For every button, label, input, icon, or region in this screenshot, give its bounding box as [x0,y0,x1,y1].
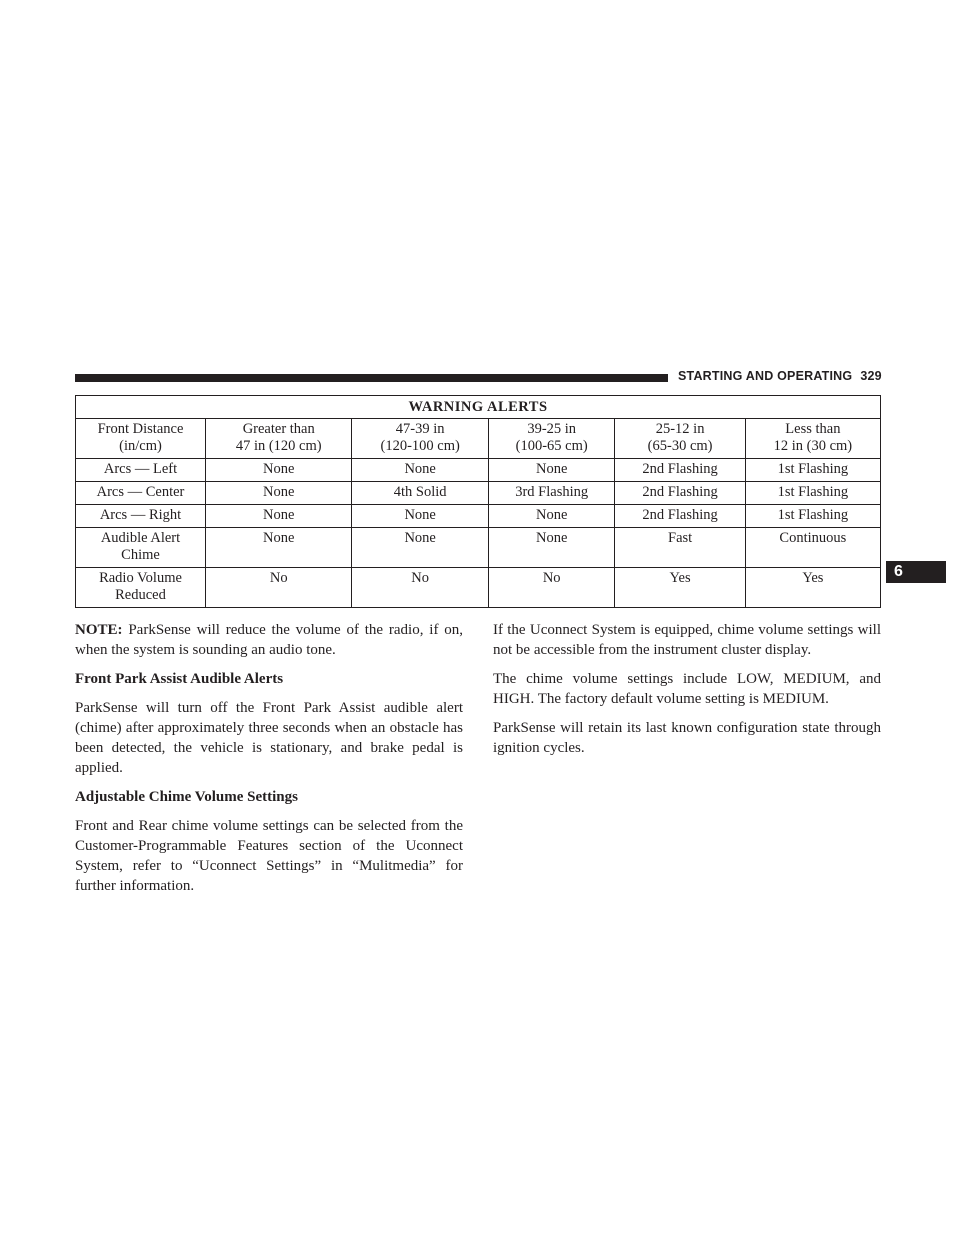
distance-header-cell-line: (65-30 cm) [647,438,713,454]
row-label [76,419,206,459]
row-label-line: Arcs — Center [96,484,185,500]
table-cell: Fast [615,528,745,568]
table-row [76,505,881,528]
distance-header-cell-line: Less than [785,421,841,437]
header-rule [75,374,668,382]
chapter-number: 6 [894,563,903,580]
distance-header-cell [745,419,880,459]
table-row [76,482,881,505]
table-cell: No [206,568,352,608]
table-cell: None [352,505,488,528]
chime-volume-paragraph: Front and Rear chime volume settings can be selected from the Customer-Programmable Features section of the Uconnect System, refer to “Uconnect Settings” in “Mulitmedia” for further information. [75,818,463,894]
table-cell: 1st Flashing [745,482,880,505]
running-header [678,369,882,383]
row-label [76,459,206,482]
table-cell: None [352,528,488,568]
distance-header-cell-line: 47-39 in [395,421,445,437]
retain-config-paragraph: ParkSense will retain its last known configuration state through ignition cycles. [493,720,881,756]
distance-header-cell-line: (120-100 cm) [380,438,460,454]
front-park-assist-heading: Front Park Assist Audible Alerts [75,671,284,687]
table-cell: None [488,459,615,482]
table-cell: Yes [615,568,745,608]
table-cell: None [206,482,352,505]
table-cell: None [206,505,352,528]
row-label [76,528,206,568]
table-row [76,528,881,568]
table-cell: None [206,459,352,482]
distance-header-cell-line: Greater than [242,421,315,437]
row-label-line: Arcs — Right [99,507,182,523]
distance-header-cell-line: 39-25 in [527,421,577,437]
distance-header-cell-line: 47 in (120 cm) [235,438,322,454]
distance-header-cell [352,419,488,459]
row-label [76,505,206,528]
section-title: STARTING AND OPERATING [678,369,853,383]
table-cell: 2nd Flashing [615,505,745,528]
table-title-row [76,396,881,419]
volume-levels-paragraph: The chime volume settings include LOW, MEDIUM, and HIGH. The factory default volume setting is MEDIUM. [493,671,881,707]
table-cell: No [488,568,615,608]
distance-header-cell [615,419,745,459]
distance-header-row [76,419,881,459]
note-text: ParkSense will reduce the volume of the radio, if on, when the system is sounding an audio tone. [75,622,463,658]
table-body [76,419,881,608]
note-label: NOTE: [75,622,123,638]
distance-header-cell-line: 25-12 in [655,421,705,437]
row-label-line: Reduced [115,587,166,603]
row-label-line: Chime [121,547,160,563]
table-cell: 1st Flashing [745,505,880,528]
chapter-tab [886,561,946,583]
table-cell: 1st Flashing [745,459,880,482]
table-cell: 4th Solid [352,482,488,505]
distance-header-cell-line: 12 in (30 cm) [773,438,853,454]
table-cell: 3rd Flashing [488,482,615,505]
table-cell: Yes [745,568,880,608]
table-title: WARNING ALERTS [76,396,881,419]
distance-header-cell-line: (100-65 cm) [515,438,588,454]
note-paragraph [75,620,463,660]
row-label [76,482,206,505]
row-label [76,568,206,608]
chime-volume-heading: Adjustable Chime Volume Settings [75,789,298,805]
page-number: 329 [860,369,882,383]
table-cell: 2nd Flashing [615,459,745,482]
row-label-line: Front Distance [97,421,184,437]
table-cell: 2nd Flashing [615,482,745,505]
row-label-line: Radio Volume [99,570,182,586]
uconnect-paragraph: If the Uconnect System is equipped, chime volume settings will not be accessible from the instrument cluster display. [493,622,881,658]
table-cell: None [488,528,615,568]
left-column [75,620,463,905]
distance-header-cell [206,419,352,459]
front-park-assist-paragraph: ParkSense will turn off the Front Park Assist audible alert (chime) after approximately three seconds when an obstacle has been detected, the vehicle is stationary, and brake pedal is applied. [75,700,463,776]
distance-header-cell [488,419,615,459]
table-row [76,459,881,482]
right-column [493,620,881,767]
table-cell: Continuous [745,528,880,568]
table-cell: None [488,505,615,528]
row-label-line: Audible Alert [100,530,181,546]
table-cell: No [352,568,488,608]
warning-alerts-table [75,395,881,608]
row-label-line: Arcs — Left [103,461,178,477]
table-row [76,568,881,608]
table-cell: None [352,459,488,482]
table-cell: None [206,528,352,568]
row-label-line: (in/cm) [119,438,162,454]
